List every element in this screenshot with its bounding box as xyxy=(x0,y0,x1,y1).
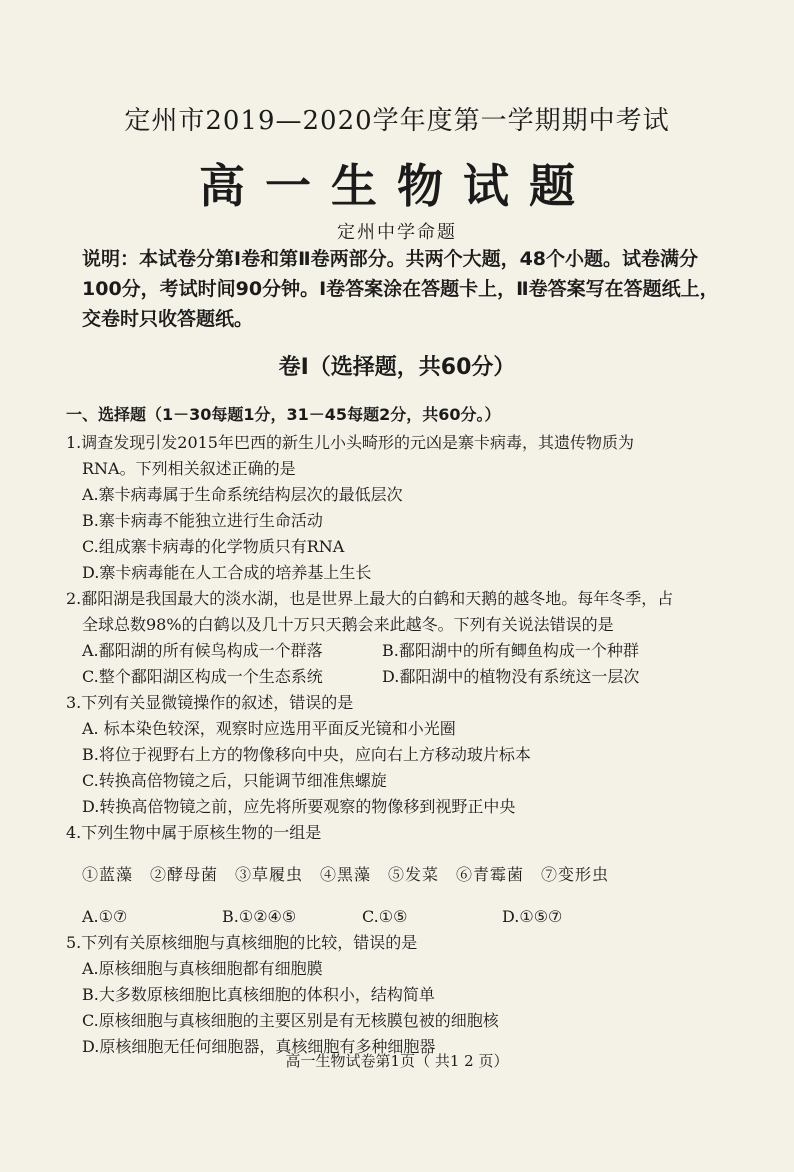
option-c: C.组成寨卡病毒的化学物质只有RNA xyxy=(82,537,345,556)
option-d: D.①⑤⑦ xyxy=(502,907,563,926)
question-list xyxy=(66,430,736,1060)
option-d: D.寨卡病毒能在人工合成的培养基上生长 xyxy=(82,563,372,582)
option-b: B.①②④⑤ xyxy=(222,907,297,926)
part-title: 卷Ⅰ（选择题，共60分） xyxy=(278,355,516,380)
option-c: C.转换高倍物镜之后，只能调节细准焦螺旋 xyxy=(82,771,387,790)
question-1 xyxy=(66,430,736,586)
option-a: A.原核细胞与真核细胞都有细胞膜 xyxy=(82,959,323,978)
author-line: 定州中学命题 xyxy=(337,222,457,243)
question-stem: 1.调查发现引发2015年巴西的新生儿小头畸形的元凶是寨卡病毒，其遗传物质为 xyxy=(66,433,634,452)
option-row xyxy=(66,638,736,664)
question-3 xyxy=(66,690,736,820)
option-b: B.将位于视野右上方的物像移向中央，应向右上方移动玻片标本 xyxy=(82,745,531,764)
section-heading: 一、选择题（1－30每题1分，31－45每题2分，共60分。） xyxy=(66,405,501,424)
option-d: D.原核细胞无任何细胞器，真核细胞有多种细胞器 xyxy=(82,1037,436,1056)
question-stem: 4.下列生物中属于原核生物的一组是 xyxy=(66,823,322,842)
organism-list: ①蓝藻 ②酵母菌 ③草履虫 ④黑藻 ⑤发菜 ⑥青霉菌 ⑦变形虫 xyxy=(82,865,610,884)
question-2 xyxy=(66,586,736,690)
question-stem: 5.下列有关原核细胞与真核细胞的比较，错误的是 xyxy=(66,933,418,952)
option-a: A.寨卡病毒属于生命系统结构层次的最低层次 xyxy=(82,485,403,504)
option-d: D.鄱阳湖中的植物没有系统这一层次 xyxy=(382,667,640,686)
question-stem: 3.下列有关显微镜操作的叙述，错误的是 xyxy=(66,693,354,712)
option-c: C.原核细胞与真核细胞的主要区别是有无核膜包被的细胞核 xyxy=(82,1011,499,1030)
option-b: B.寨卡病毒不能独立进行生命活动 xyxy=(82,511,323,530)
option-row xyxy=(66,664,736,690)
question-4 xyxy=(66,820,736,930)
question-stem: RNA。下列相关叙述正确的是 xyxy=(82,459,296,478)
exam-title: 定州市2019—2020学年度第一学期期中考试 xyxy=(124,106,670,136)
instructions: 说明：本试卷分第Ⅰ卷和第Ⅱ卷两部分。共两个大题，48个小题。试卷满分100分，考试时间90分钟。Ⅰ卷答案涂在答题卡上，Ⅱ卷答案写在答题纸上，交卷时只收答题纸。 xyxy=(82,248,719,330)
option-a: A.鄱阳湖的所有候鸟构成一个群落 xyxy=(82,641,323,660)
option-a: A.①⑦ xyxy=(82,907,128,926)
option-c: C.①⑤ xyxy=(362,907,408,926)
option-c: C.整个鄱阳湖区构成一个生态系统 xyxy=(82,667,323,686)
option-b: B.大多数原核细胞比真核细胞的体积小，结构简单 xyxy=(82,985,435,1004)
option-d: D.转换高倍物镜之前，应先将所要观察的物像移到视野正中央 xyxy=(82,797,516,816)
option-row xyxy=(66,904,736,930)
question-stem: 2.鄱阳湖是我国最大的淡水湖，也是世界上最大的白鹤和天鹅的越冬地。每年冬季，占 xyxy=(66,589,674,608)
page-footer: 高一生物试卷第1页（ 共1 2 页） xyxy=(285,1052,509,1070)
option-b: B.鄱阳湖中的所有鲫鱼构成一个种群 xyxy=(382,641,639,660)
question-5 xyxy=(66,930,736,1060)
option-a: A. 标本染色较深，观察时应选用平面反光镜和小光圈 xyxy=(82,719,456,738)
question-stem: 全球总数98%的白鹤以及几十万只天鹅会来此越冬。下列有关说法错误的是 xyxy=(82,615,614,634)
subject-title: 高一生物试题 xyxy=(199,159,595,213)
